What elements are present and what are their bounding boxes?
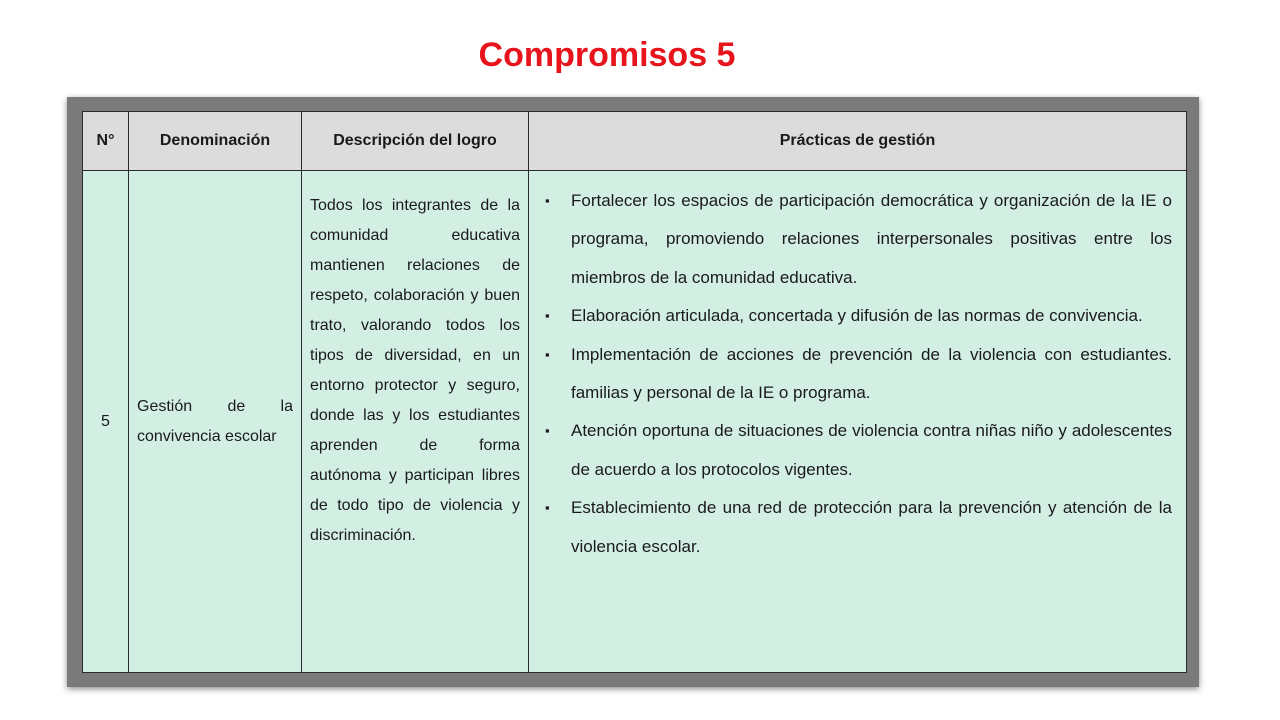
square-bullet-icon: ▪: [545, 193, 550, 208]
slide-title: Compromisos 5: [478, 36, 736, 74]
header-practicas: Prácticas de gestión: [529, 112, 1187, 171]
square-bullet-icon: ▪: [545, 423, 550, 439]
compromisos-table: [82, 111, 1187, 673]
list-item: [543, 336, 1172, 413]
list-item: [543, 489, 1172, 566]
list-item: [543, 182, 1172, 297]
practica-text: Elaboración articulada, concertada y difusión de las normas de convivencia.: [571, 306, 1143, 326]
list-item: [543, 297, 1172, 335]
cell-denominacion: Gestión de la convivencia escolar: [129, 171, 302, 673]
square-bullet-icon: ▪: [545, 308, 550, 324]
cell-descripcion: Todos los integrantes de la comunidad educativa mantienen relaciones de respeto, colaboración y buen trato, valorando todos los tipos de diversidad, en un entorno protector y seguro, donde las y los estudiantes aprenden de forma autónoma y participan libres de todo tipo de violencia y discriminación.: [302, 171, 529, 673]
square-bullet-icon: ▪: [545, 500, 550, 516]
practicas-list: [543, 182, 1172, 566]
header-denominacion: Denominación: [129, 112, 302, 171]
practica-text: Fortalecer los espacios de participación democrática y organización de la IE o programa, promoviendo relaciones interpersonales positivas entre los miembros de la comunidad educativa.: [571, 191, 1172, 287]
square-bullet-icon: ▪: [545, 346, 550, 362]
practica-text: Atención oportuna de situaciones de violencia contra niñas niño y adolescentes de acuerdo a los protocolos vigentes.: [571, 421, 1172, 479]
cell-practicas: [529, 171, 1187, 673]
cell-numero: 5: [83, 171, 129, 673]
header-numero: N°: [83, 112, 129, 171]
header-descripcion: Descripción del logro: [302, 112, 529, 171]
practica-text: Implementación de acciones de prevención de la violencia con estudiantes. familias y personal de la IE o programa.: [571, 344, 1172, 403]
table-header-row: [83, 112, 1187, 171]
table-row: [83, 171, 1187, 673]
practica-text: Establecimiento de una red de protección para la prevención y atención de la violencia escolar.: [571, 498, 1172, 556]
list-item: [543, 412, 1172, 489]
